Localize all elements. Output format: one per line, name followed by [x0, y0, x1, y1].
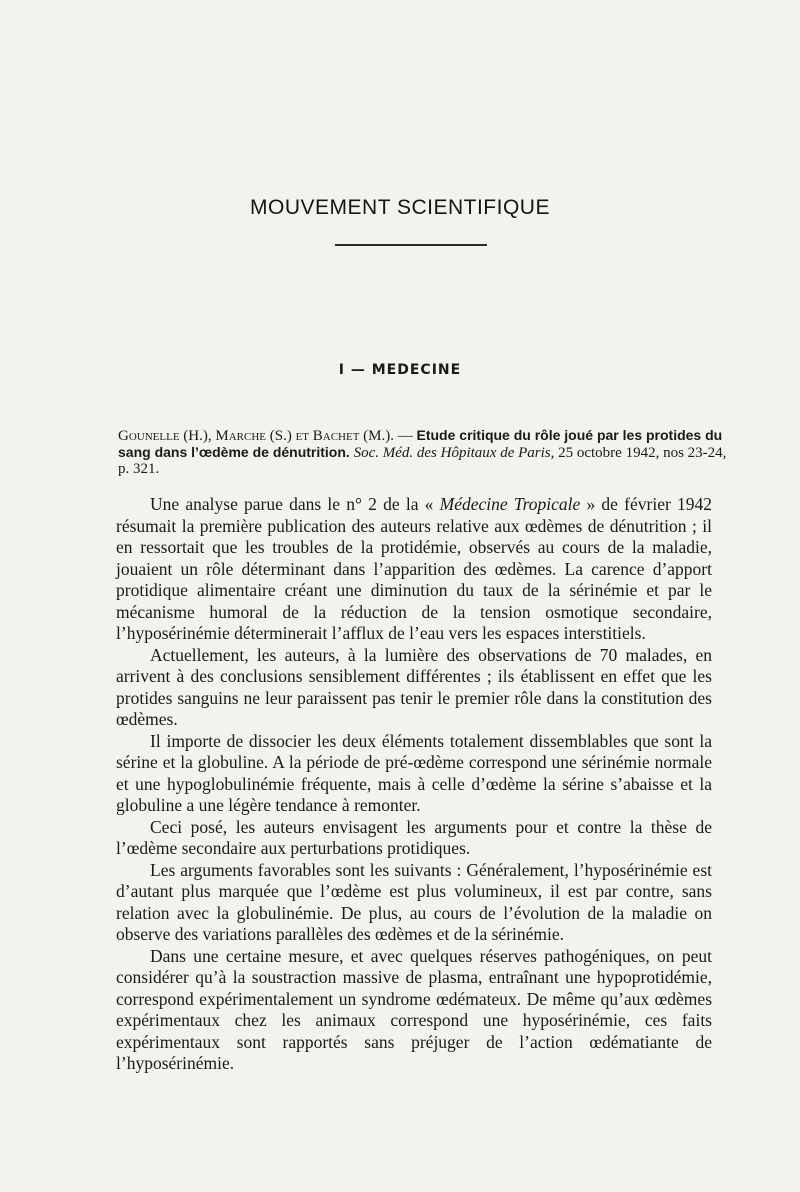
- reference-journal: Soc. Méd. des Hôpitaux de Paris,: [353, 445, 555, 461]
- journal-name: Médecine Tropicale: [439, 494, 581, 514]
- paragraph-2: Actuellement, les auteurs, à la lumière des observations de 70 malades, en arrivent à des conclusions sensiblement différentes ; ils établissent en effet que les protides sanguins ne leur paraissent pas tenir le premier rôle dans la constitution des œdèmes.: [116, 644, 712, 729]
- paragraph-3: Il importe de dissocier les deux éléments totalement dissemblables que sont la sérine et la globuline. A la période de pré-œdème correspond une sérinémie normale et une hypoglobulinémie fréquente, mais à celle d’œdème la sérine s’abaisse et la globuline a une légère tendance à remonter.: [116, 730, 712, 815]
- reference-title: Etude critique du rôle joué par les protides du sang dans l’œdème de dénutrition.: [118, 427, 723, 460]
- reference-authors: Gounelle (H.), Marche (S.) et Bachet (M.).: [118, 428, 394, 444]
- article-body: [116, 494, 712, 1075]
- reference-dash: —: [394, 428, 417, 444]
- paragraph-5: Les arguments favorables sont les suivants : Généralement, l’hyposérinémie est d’autant plus marquée que l’œdème est plus volumineux, il est par contre, sans relation avec la globulinémie. De plus, au cours de l’évolution de la maladie on observe des variations parallèles des œdèmes et de la sérinémie.: [116, 859, 712, 944]
- title-rule: [335, 244, 487, 246]
- paragraph-1-text-a: Une analyse parue dans le n° 2 de la «: [150, 494, 440, 514]
- reference-details: 25 octobre 1942, nos 23-24, p. 321.: [118, 445, 727, 477]
- paragraph-1: [116, 494, 712, 645]
- section-title: I — MEDECINE: [338, 362, 462, 378]
- page-title: MOUVEMENT SCIENTIFIQUE: [250, 196, 550, 219]
- paragraph-4: Ceci posé, les auteurs envisagent les arguments pour et contre la thèse de l’œdème secondaire aux perturbations protidiques.: [116, 816, 712, 858]
- bibliographic-reference: [118, 427, 728, 477]
- paragraph-6: Dans une certaine mesure, et avec quelques réserves pathogéniques, on peut considérer qu’à la soustraction massive de plasma, entraînant une hypoprotidémie, correspond expérimentalement un syndrome œdémateux. De même qu’aux œdèmes expérimentaux chez les animaux correspond une hyposérinémie, ces faits expérimentaux sont rapportés sans préjuger de l’action œdématiante de l’hyposérinémie.: [116, 945, 712, 1073]
- paragraph-1-text-b: » de février 1942 résumait la première publication des auteurs relative aux œdèmes de dénutrition ; il en ressortait que les troubles de la protidémie, observés au cours de la maladie, jouaient un rôle déterminant dans l’apparition des œdèmes. La carence d’apport protidique alimentaire créant une diminution du taux de la sérinémie et par le mécanisme humoral de la réduction de la tension osmotique secondaire, l’hyposérinémie déterminerait l’afflux de l’eau vers les espaces interstitiels.: [116, 494, 712, 643]
